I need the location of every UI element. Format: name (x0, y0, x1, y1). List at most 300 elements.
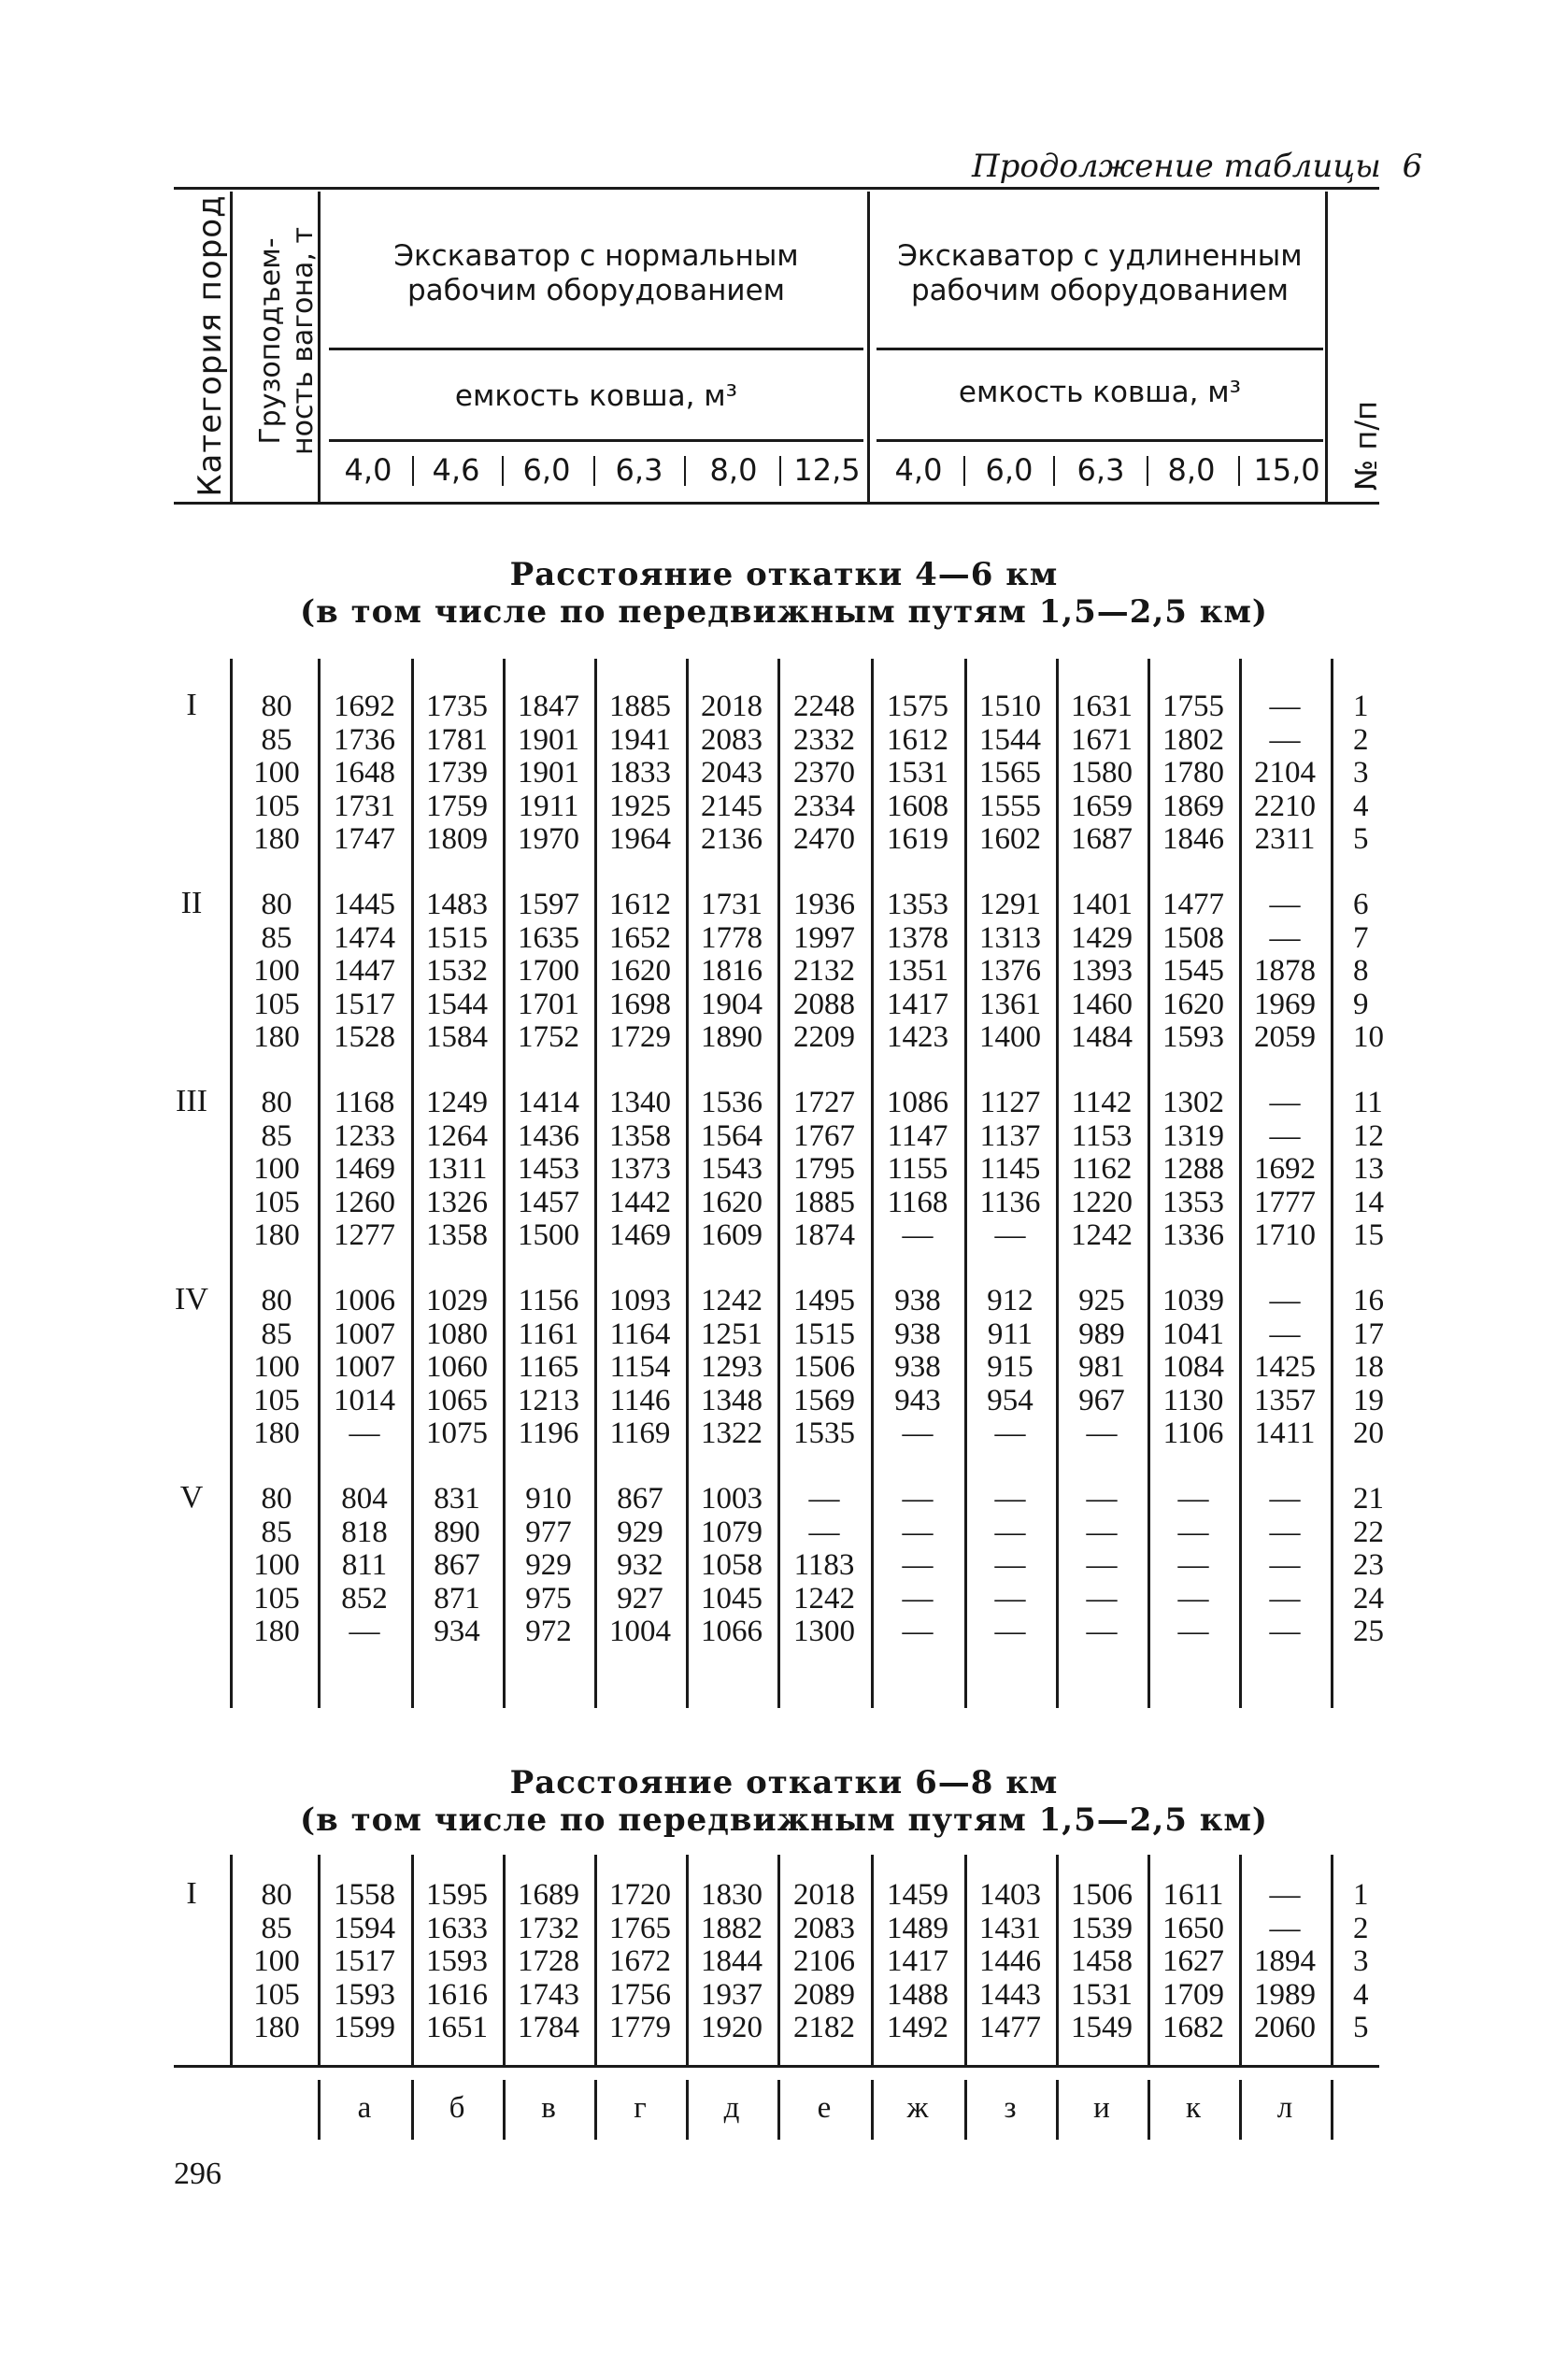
section1-value-cell: — (902, 1515, 934, 1549)
section2-value-cell: 1458 (1071, 1944, 1133, 1979)
section1-wagon-capacity: 180 (253, 1020, 300, 1055)
section1-value-cell: 1277 (334, 1218, 395, 1253)
section1-value-cell: 1147 (887, 1118, 948, 1153)
section1-row-number: 11 (1353, 1086, 1383, 1119)
section1-row-number: 22 (1353, 1515, 1384, 1549)
section1-value-cell: 1353 (887, 888, 948, 921)
section1-value-cell: — (1269, 1317, 1301, 1351)
section2-value-cell: 1549 (1071, 2011, 1133, 2045)
section2-value-cell: 1477 (979, 2011, 1041, 2045)
section1-value-cell: 1137 (979, 1118, 1041, 1153)
section1-row-number: 3 (1353, 756, 1369, 790)
section1-wagon-capacity: 80 (261, 1086, 292, 1119)
section2-value-cell: — (1269, 1911, 1301, 1945)
section1-value-cell: 1260 (334, 1185, 395, 1219)
section1-value-cell: — (1177, 1581, 1209, 1616)
section1-value-cell: 1029 (426, 1284, 488, 1317)
section1-wagon-capacity: 105 (253, 789, 300, 823)
section2-row-number: 4 (1353, 1977, 1369, 2012)
section1-value-cell: 1620 (609, 954, 671, 989)
column-letter: д (723, 2091, 740, 2125)
section1-row-number: 1 (1353, 690, 1369, 723)
section1-value-cell: 1445 (334, 888, 395, 921)
section1-value-cell: 1997 (793, 920, 855, 955)
section1-value-cell: 2470 (793, 822, 855, 857)
section2-value-cell: 2083 (793, 1911, 855, 1945)
section1-value-cell: 1357 (1254, 1383, 1316, 1417)
section1-value-cell: 1373 (609, 1152, 671, 1187)
section1-value-cell: 1612 (887, 722, 948, 757)
section1-value-cell: 1003 (701, 1482, 763, 1516)
section1-value-cell: 1161 (518, 1317, 579, 1351)
section1-value-cell: 1544 (426, 987, 488, 1021)
section2-value-cell: 1756 (609, 1977, 671, 2012)
section2-value-cell: 1517 (334, 1944, 395, 1979)
section1-row-number: 17 (1353, 1317, 1384, 1351)
section1-value-cell: 2059 (1254, 1020, 1316, 1055)
section1-wagon-capacity: 85 (261, 920, 292, 955)
section1-value-cell: 1780 (1162, 756, 1224, 790)
section1-value-cell: 1378 (887, 920, 948, 955)
section1-value-cell: 1242 (701, 1284, 763, 1317)
section1-value-cell: 1165 (518, 1350, 579, 1385)
section1-value-cell: 1759 (426, 789, 488, 823)
section2-value-cell: 1611 (1162, 1878, 1224, 1912)
section1-value-cell: 1196 (518, 1416, 579, 1451)
section1-value-cell: 1376 (979, 954, 1041, 989)
section1-value-cell: 1964 (609, 822, 671, 857)
section1-value-cell: 1885 (793, 1185, 855, 1219)
bucket-capacity-label-extended: емкость ковша, м³ (958, 376, 1242, 409)
bucket-size-separator (1053, 456, 1055, 486)
section2-value-cell: 2018 (793, 1878, 855, 1912)
section1-value-cell: 1242 (793, 1581, 855, 1616)
normal-equipment-header-line: рабочим оборудованием (406, 274, 786, 307)
column-letter: в (541, 2091, 556, 2125)
section1-value-cell: 1291 (979, 888, 1041, 921)
section1-value-cell: 1453 (518, 1152, 579, 1187)
section1-value-cell: 1014 (334, 1383, 395, 1417)
section1-value-cell: 910 (525, 1482, 572, 1516)
section2-value-cell: 1489 (887, 1911, 948, 1945)
section1-value-cell: — (1269, 1515, 1301, 1549)
capacity-header-line: ность вагона, т (287, 227, 320, 455)
section1-value-cell: 1322 (701, 1416, 763, 1451)
section1-wagon-capacity: 100 (253, 954, 300, 989)
bucket-size-normal: 12,5 (793, 452, 861, 488)
column-letter: а (357, 2091, 372, 2125)
section2-row-number: 3 (1353, 1944, 1369, 1979)
section1-value-cell: 1007 (334, 1317, 395, 1351)
section1-value-cell: 2018 (701, 690, 763, 723)
section1-category-label: V (179, 1480, 204, 1515)
section1-value-cell: 1425 (1254, 1350, 1316, 1385)
section1-value-cell: 1414 (518, 1086, 579, 1119)
section1-value-cell: 2248 (793, 690, 855, 723)
section1-value-cell: 2311 (1254, 822, 1316, 857)
section1-value-cell: 1079 (701, 1515, 763, 1549)
section1-value-cell: 818 (341, 1515, 388, 1549)
section1-value-cell: 2145 (701, 789, 763, 823)
section1-value-cell: 1778 (701, 920, 763, 955)
section2-column-divider (1331, 1855, 1333, 2065)
section1-value-cell: 867 (434, 1548, 480, 1583)
section1-value-cell: 1429 (1071, 920, 1133, 955)
section1-value-cell: 932 (617, 1548, 663, 1583)
section1-value-cell: — (1269, 690, 1301, 723)
section1-value-cell: 975 (525, 1581, 572, 1616)
section1-value-cell: — (994, 1615, 1026, 1649)
section1-value-cell: 1565 (979, 756, 1041, 790)
section1-value-cell: 1093 (609, 1284, 671, 1317)
section1-value-cell: 1698 (609, 987, 671, 1021)
section1-wagon-capacity: 80 (261, 888, 292, 921)
section1-value-cell: 1609 (701, 1218, 763, 1253)
section2-wagon-capacity: 85 (261, 1911, 292, 1945)
section1-value-cell: 1358 (609, 1118, 671, 1153)
section1-value-cell: 1652 (609, 920, 671, 955)
section2-value-cell: 1784 (518, 2011, 579, 2045)
section1-value-cell: 1075 (426, 1416, 488, 1451)
section1-wagon-capacity: 180 (253, 1218, 300, 1253)
section1-value-cell: 1400 (979, 1020, 1041, 1055)
bucket-size-extended: 15,0 (1253, 452, 1320, 488)
section2-value-cell: 1682 (1162, 2011, 1224, 2045)
section2-value-cell: 2182 (793, 2011, 855, 2045)
section2-value-cell: 2106 (793, 1944, 855, 1979)
section1-value-cell: — (902, 1615, 934, 1649)
bucket-size-separator (1238, 456, 1240, 486)
section1-value-cell: 852 (341, 1581, 388, 1616)
section1-row-number: 20 (1353, 1416, 1384, 1451)
section1-row-number: 24 (1353, 1581, 1384, 1616)
section1-value-cell: 981 (1078, 1350, 1125, 1385)
section1-value-cell: 1901 (518, 722, 579, 757)
section1-value-cell: 1353 (1162, 1185, 1224, 1219)
section1-wagon-capacity: 105 (253, 1383, 300, 1417)
section1-row-number: 5 (1353, 822, 1369, 857)
section1-wagon-capacity: 80 (261, 1482, 292, 1516)
section2-value-cell: 1539 (1071, 1911, 1133, 1945)
section1-value-cell: — (1269, 1581, 1301, 1616)
section1-category-label: III (176, 1084, 207, 1118)
section1-value-cell: 1648 (334, 756, 395, 790)
column-letter: е (817, 2091, 832, 2125)
section1-value-cell: 925 (1078, 1284, 1125, 1317)
section1-value-cell: 1058 (701, 1548, 763, 1583)
section1-value-cell: — (902, 1482, 934, 1516)
section1-value-cell: — (994, 1218, 1026, 1253)
column-letter: л (1276, 2091, 1293, 2125)
section1-value-cell: 867 (617, 1482, 663, 1516)
section2-row-number: 5 (1353, 2011, 1369, 2045)
section1-value-cell: 1423 (887, 1020, 948, 1055)
section1-value-cell: 1007 (334, 1350, 395, 1385)
section1-category-label: I (186, 688, 197, 722)
section1-value-cell: 1457 (518, 1185, 579, 1219)
section1-value-cell: 943 (894, 1383, 941, 1417)
section1-row-number: 6 (1353, 888, 1369, 921)
section1-column-divider (1331, 659, 1333, 1708)
column-letter: г (634, 2091, 647, 2125)
section1-value-cell: 1747 (334, 822, 395, 857)
row-number-header: № п/п (1348, 400, 1384, 491)
capacity-header-line: Грузоподъем- (254, 237, 287, 445)
section2-value-cell: 1728 (518, 1944, 579, 1979)
section1-wagon-capacity: 100 (253, 1152, 300, 1187)
section1-value-cell: 1251 (701, 1317, 763, 1351)
section1-value-cell: 1145 (979, 1152, 1041, 1187)
letter-row-divider (1239, 2080, 1242, 2140)
letter-row-divider (1147, 2080, 1150, 2140)
section2-value-cell: 1599 (334, 2011, 395, 2045)
section1-title-line2: (в том числе по передвижным путям 1,5—2,5 км) (300, 593, 1268, 631)
section1-row-number: 21 (1353, 1482, 1384, 1516)
section1-value-cell: — (994, 1548, 1026, 1583)
section1-value-cell: 1781 (426, 722, 488, 757)
bucket-size-separator (963, 456, 965, 486)
section1-value-cell: 2370 (793, 756, 855, 790)
bucket-size-separator (1147, 456, 1148, 486)
section1-wagon-capacity: 85 (261, 1317, 292, 1351)
section1-value-cell: 972 (525, 1615, 572, 1649)
section1-wagon-capacity: 100 (253, 1350, 300, 1385)
section1-value-cell: 1532 (426, 954, 488, 989)
section1-value-cell: 1340 (609, 1086, 671, 1119)
section1-title-line1: Расстояние откатки 4—6 км (509, 556, 1059, 593)
section2-value-cell: 1743 (518, 1977, 579, 2012)
section1-value-cell: 1500 (518, 1218, 579, 1253)
section1-value-cell: 967 (1078, 1383, 1125, 1417)
section1-value-cell: 1510 (979, 690, 1041, 723)
section1-value-cell: 1569 (793, 1383, 855, 1417)
section1-value-cell: 2334 (793, 789, 855, 823)
section1-value-cell: 1060 (426, 1350, 488, 1385)
section1-value-cell: 912 (987, 1284, 1033, 1317)
section1-value-cell: 977 (525, 1515, 572, 1549)
section1-value-cell: — (1269, 888, 1301, 921)
section1-value-cell: 1411 (1254, 1416, 1316, 1451)
section1-value-cell: — (1177, 1515, 1209, 1549)
section1-value-cell: 1515 (793, 1317, 855, 1351)
section2-wagon-capacity: 100 (253, 1944, 300, 1979)
section1-title (0, 556, 1568, 631)
section1-value-cell: 1941 (609, 722, 671, 757)
section1-value-cell: 1564 (701, 1118, 763, 1153)
section1-value-cell: 1311 (426, 1152, 488, 1187)
section1-value-cell: 1809 (426, 822, 488, 857)
section1-value-cell: 915 (987, 1350, 1033, 1385)
section1-wagon-capacity: 105 (253, 1581, 300, 1616)
section1-value-cell: — (1269, 1548, 1301, 1583)
section1-value-cell: — (1177, 1482, 1209, 1516)
section1-row-number: 9 (1353, 987, 1369, 1021)
section1-value-cell: 1846 (1162, 822, 1224, 857)
section1-value-cell: 1777 (1254, 1185, 1316, 1219)
section1-value-cell: — (808, 1515, 840, 1549)
section2-value-cell: 1830 (701, 1878, 763, 1912)
bucket-size-normal: 8,0 (709, 452, 758, 488)
section1-value-cell: — (1269, 920, 1301, 955)
section1-row-number: 15 (1353, 1218, 1384, 1253)
section1-value-cell: 1183 (793, 1548, 855, 1583)
section1-row-number: 12 (1353, 1118, 1384, 1153)
section1-value-cell: 1004 (609, 1615, 671, 1649)
section1-value-cell: 1106 (1162, 1416, 1224, 1451)
section2-value-cell: 1650 (1162, 1911, 1224, 1945)
section1-value-cell: 1555 (979, 789, 1041, 823)
section1-value-cell: 2083 (701, 722, 763, 757)
header-rule-extended-2 (877, 439, 1323, 442)
section1-value-cell: 1348 (701, 1383, 763, 1417)
section1-value-cell: — (902, 1581, 934, 1616)
section1-value-cell: — (1177, 1615, 1209, 1649)
section1-value-cell: 1130 (1162, 1383, 1224, 1417)
section1-value-cell: 1847 (518, 690, 579, 723)
section1-value-cell: 1045 (701, 1581, 763, 1616)
section1-value-cell: 1890 (701, 1020, 763, 1055)
section1-value-cell: 1039 (1162, 1284, 1224, 1317)
section1-value-cell: 871 (434, 1581, 480, 1616)
section1-value-cell: — (808, 1482, 840, 1516)
section1-value-cell: 1687 (1071, 822, 1133, 857)
section1-value-cell: 1233 (334, 1118, 395, 1153)
section1-value-cell: 2132 (793, 954, 855, 989)
section1-value-cell: 1635 (518, 920, 579, 955)
section1-value-cell: — (902, 1416, 934, 1451)
header-rule-normal-1 (329, 348, 863, 350)
section1-value-cell: — (1269, 722, 1301, 757)
section1-value-cell: 1164 (609, 1317, 671, 1351)
section1-row-number: 16 (1353, 1284, 1384, 1317)
section2-category-label: I (186, 1876, 197, 1911)
section2-value-cell: 1732 (518, 1911, 579, 1945)
section1-value-cell: 1736 (334, 722, 395, 757)
section1-value-cell: 1495 (793, 1284, 855, 1317)
section1-value-cell: 1816 (701, 954, 763, 989)
section1-row-number: 14 (1353, 1185, 1384, 1219)
category-header: Категория пород (192, 194, 229, 497)
letter-row-divider (594, 2080, 597, 2140)
section2-title-line2: (в том числе по передвижным путям 1,5—2,5 км) (300, 1801, 1268, 1839)
section2-value-cell: 1531 (1071, 1977, 1133, 2012)
section1-value-cell: — (1086, 1515, 1118, 1549)
section1-value-cell: 1731 (701, 888, 763, 921)
section2-wagon-capacity: 105 (253, 1977, 300, 2012)
section1-value-cell: 1802 (1162, 722, 1224, 757)
section1-row-number: 4 (1353, 789, 1369, 823)
section2-value-cell: 1403 (979, 1878, 1041, 1912)
extended-equipment-header (877, 239, 1323, 308)
table-bottom-rule (174, 2065, 1379, 2068)
section1-value-cell: 1584 (426, 1020, 488, 1055)
section2-value-cell: 1633 (426, 1911, 488, 1945)
section1-value-cell: 1154 (609, 1350, 671, 1385)
header-divider-category (230, 192, 233, 502)
letter-row-divider (686, 2080, 689, 2140)
section1-value-cell: 1869 (1162, 789, 1224, 823)
letter-row-divider (964, 2080, 967, 2140)
section1-value-cell: 1300 (793, 1615, 855, 1649)
header-rule-normal-2 (329, 439, 863, 442)
section1-value-cell: 1162 (1071, 1152, 1133, 1187)
section1-value-cell: 1631 (1071, 690, 1133, 723)
section2-value-cell: 1593 (426, 1944, 488, 1979)
letter-row-divider (318, 2080, 321, 2140)
column-letter: б (449, 2091, 465, 2125)
section1-wagon-capacity: 180 (253, 1416, 300, 1451)
section2-title (0, 1764, 1568, 1839)
section1-value-cell: 1936 (793, 888, 855, 921)
section1-value-cell: 1393 (1071, 954, 1133, 989)
section1-value-cell: 1528 (334, 1020, 395, 1055)
section1-value-cell: 1336 (1162, 1218, 1224, 1253)
section1-value-cell: 1620 (701, 1185, 763, 1219)
section1-value-cell: 1580 (1071, 756, 1133, 790)
section1-wagon-capacity: 180 (253, 1615, 300, 1649)
section1-value-cell: 1401 (1071, 888, 1133, 921)
column-letter: к (1185, 2091, 1202, 2125)
section1-value-cell: 1142 (1071, 1086, 1133, 1119)
bucket-size-normal: 6,3 (615, 452, 663, 488)
section1-value-cell: 1084 (1162, 1350, 1224, 1385)
section1-value-cell: — (1086, 1615, 1118, 1649)
section1-wagon-capacity: 85 (261, 1515, 292, 1549)
section2-value-cell: 1651 (426, 2011, 488, 2045)
section1-value-cell: 911 (987, 1317, 1033, 1351)
section2-value-cell: 1882 (701, 1911, 763, 1945)
bucket-size-separator (684, 456, 686, 486)
section1-value-cell: — (994, 1416, 1026, 1451)
section1-value-cell: 1361 (979, 987, 1041, 1021)
section1-value-cell: 1153 (1071, 1118, 1133, 1153)
bucket-size-normal: 4,6 (432, 452, 480, 488)
section1-value-cell: 1536 (701, 1086, 763, 1119)
section1-row-number: 2 (1353, 722, 1369, 757)
section1-value-cell: 1319 (1162, 1118, 1224, 1153)
section1-value-cell: 1543 (701, 1152, 763, 1187)
bucket-size-extended: 6,3 (1076, 452, 1125, 488)
section1-value-cell: 1701 (518, 987, 579, 1021)
section1-value-cell: 1544 (979, 722, 1041, 757)
section1-wagon-capacity: 85 (261, 1118, 292, 1153)
section1-value-cell: 1874 (793, 1218, 855, 1253)
section1-value-cell: 954 (987, 1383, 1033, 1417)
section2-value-cell: 1937 (701, 1977, 763, 2012)
section2-value-cell: 1488 (887, 1977, 948, 2012)
section2-value-cell: 1443 (979, 1977, 1041, 2012)
page-number: 296 (174, 2157, 221, 2191)
section1-value-cell: 1474 (334, 920, 395, 955)
section1-value-cell: 1220 (1071, 1185, 1133, 1219)
section1-value-cell: 1436 (518, 1118, 579, 1153)
bucket-capacity-label-normal: емкость ковша, м³ (454, 379, 738, 413)
section1-value-cell: 1755 (1162, 690, 1224, 723)
section1-value-cell: 1156 (518, 1284, 579, 1317)
letter-row-divider (411, 2080, 414, 2140)
continuation-title-text: Продолжение таблицы (972, 148, 1381, 185)
section1-value-cell: 934 (434, 1615, 480, 1649)
section1-value-cell: — (1269, 1284, 1301, 1317)
section1-value-cell: 1168 (334, 1086, 395, 1119)
section1-value-cell: — (1269, 1615, 1301, 1649)
section1-value-cell: 1146 (609, 1383, 671, 1417)
section1-value-cell: 1752 (518, 1020, 579, 1055)
section1-wagon-capacity: 85 (261, 722, 292, 757)
section1-value-cell: 1484 (1071, 1020, 1133, 1055)
bucket-size-separator (412, 456, 414, 486)
section1-value-cell: 1326 (426, 1185, 488, 1219)
